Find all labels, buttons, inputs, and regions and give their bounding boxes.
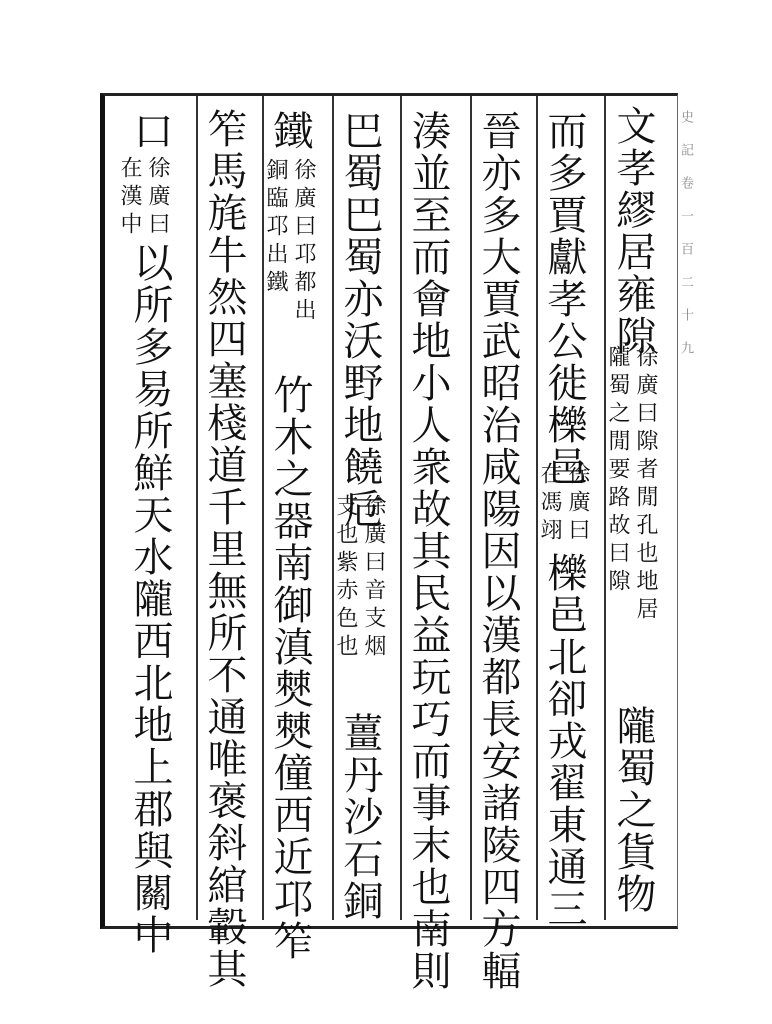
column-7-main: 笮馬旄牛然四塞棧道千里無所不通唯褒斜綰轂其: [201, 108, 247, 990]
column-6-main-bottom: 竹木之器南御滇僰僰僮西近邛笮: [267, 374, 313, 962]
column-1-note-b: 隴蜀之閒要路故曰隙: [605, 345, 630, 597]
margin-text: 史記卷一百二十九: [678, 110, 693, 374]
column-4-main: 湊並至而會地小人衆故其民益玩巧而事末也南則: [405, 110, 451, 992]
column-8-main-top: 口: [127, 110, 173, 152]
column-8-main-bottom: 以所多易所鮮天水隴西北地上郡與關中: [127, 242, 173, 956]
column-5-note: [334, 494, 384, 662]
column-8-note-a: 徐廣曰: [145, 156, 170, 240]
column-2-note-b: 在馮翊: [537, 462, 562, 546]
column-2-note-a: 徐廣曰: [565, 462, 590, 546]
column-8-note: [118, 156, 168, 240]
column-rule: [196, 96, 198, 920]
column-5-main-top: 巴蜀巴蜀亦沃野地饒卮: [337, 110, 383, 530]
column-8-note-b: 在漢中: [117, 156, 142, 240]
column-5-note-b: 支也紫赤色也: [333, 494, 358, 662]
column-6-note-b: 銅臨邛出鐵: [263, 158, 288, 298]
column-rule: [470, 96, 472, 920]
column-6-note-a: 徐廣曰邛都出: [291, 158, 316, 326]
column-1-note: [606, 345, 656, 625]
column-2-main-top: 而多賈獻孝公徙櫟邑: [541, 110, 587, 488]
column-rule: [400, 96, 402, 920]
column-6-main-top: 鐵: [267, 110, 313, 152]
page-frame: [100, 93, 678, 929]
column-2-main-bottom: 櫟邑北卻戎翟東通三: [541, 552, 587, 930]
column-1-main-top: 文孝繆居雍隙: [610, 105, 656, 357]
column-2-note: [538, 462, 588, 546]
column-5-note-a: 徐廣曰音支烟: [361, 494, 386, 662]
column-6-note: [264, 158, 314, 326]
column-1-note-a: 徐廣曰隙者閒孔也地居: [633, 345, 658, 625]
column-1-main-bottom: 隴蜀之貨物: [610, 705, 656, 915]
column-5-main-bottom: 薑丹沙石銅: [337, 712, 383, 922]
column-3-main: 晉亦多大賈武昭治咸陽因以漢都長安諸陵四方輻: [475, 110, 521, 992]
